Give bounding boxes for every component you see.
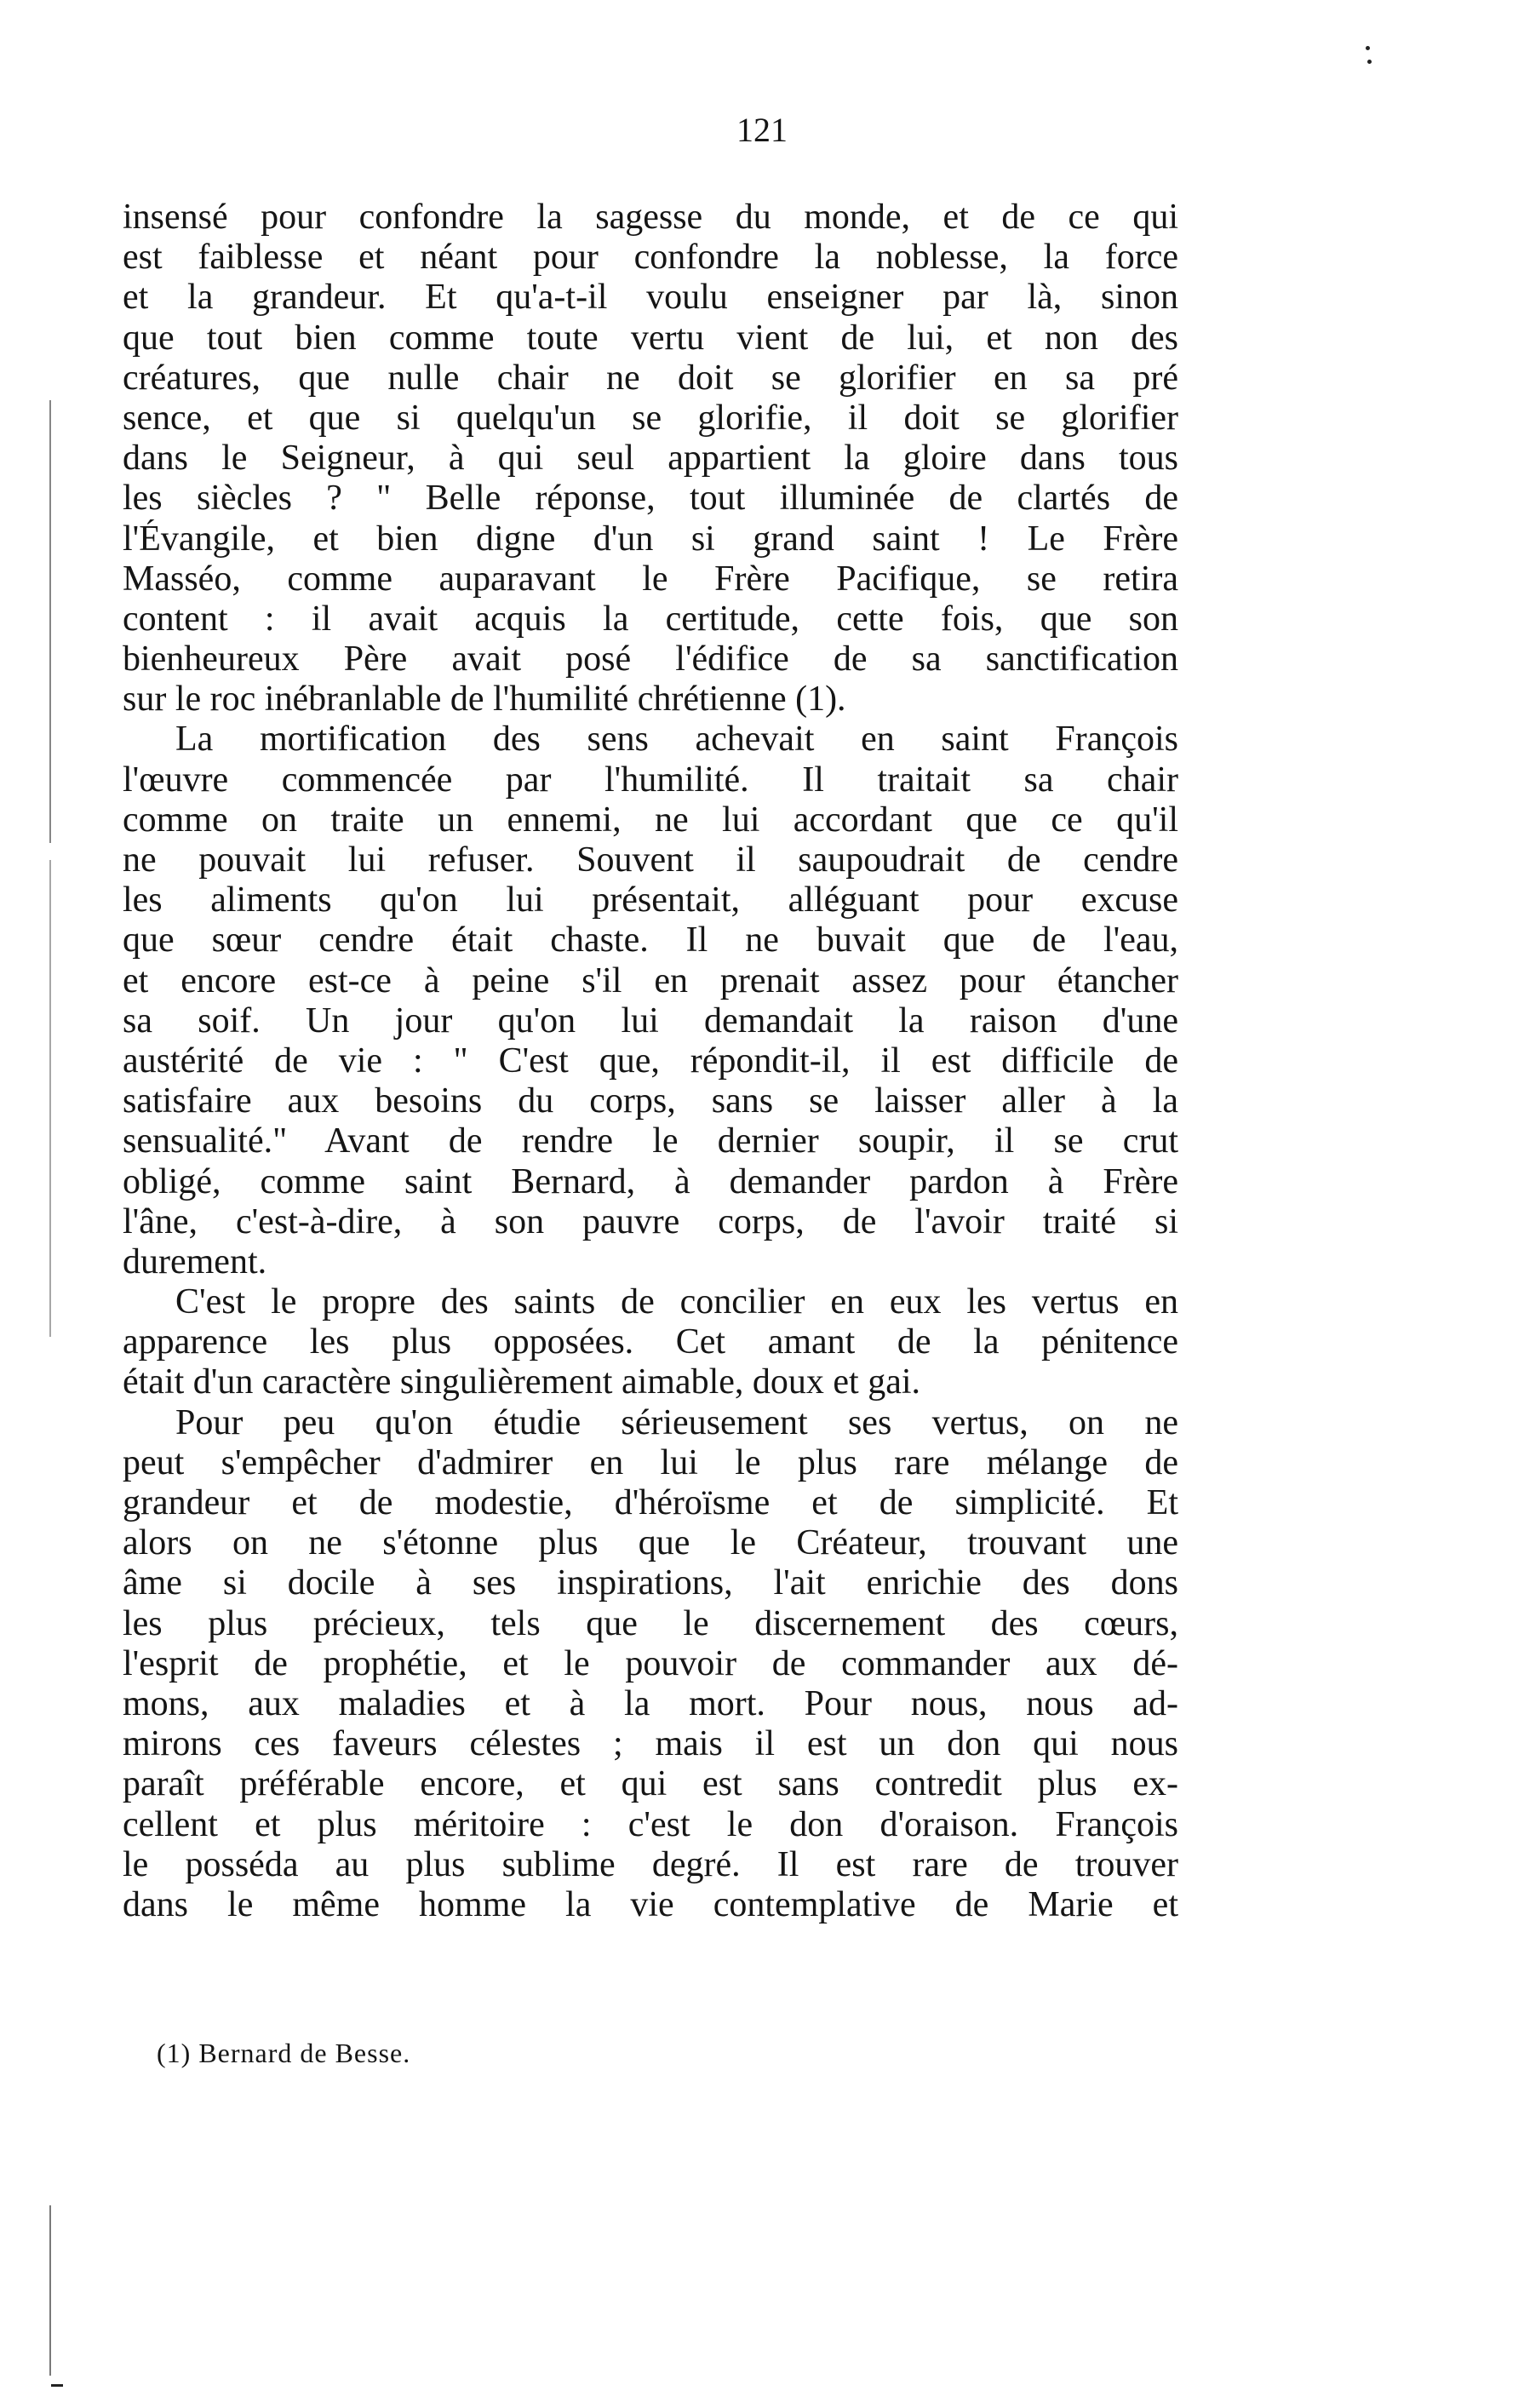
- page-number: 121: [736, 111, 788, 149]
- scan-speck: [51, 2384, 63, 2387]
- text-line: sur le roc inébranlable de l'humilité chrétienne (1).: [123, 679, 846, 720]
- text-line: créatures, que nulle chair ne doit se glorifier en sa pré: [123, 358, 1178, 398]
- text-line: dans le même homme la vie contemplative de Marie et: [123, 1884, 1178, 1924]
- text-line: Masséo, comme auparavant le Frère Pacifique, se retira: [123, 559, 1178, 599]
- text-line: que sœur cendre était chaste. Il ne buvait que de l'eau,: [123, 920, 1178, 960]
- text-line: est faiblesse et néant pour confondre la noblesse, la force: [123, 238, 1178, 278]
- text-line: les siècles ? " Belle réponse, tout illuminée de clartés de: [123, 479, 1178, 519]
- text-line: durement.: [123, 1241, 267, 1281]
- text-line: sensualité." Avant de rendre le dernier soupir, il se crut: [123, 1121, 1178, 1161]
- text-line: l'esprit de prophétie, et le pouvoir de commander aux dé-: [123, 1643, 1178, 1683]
- paragraph-start-line: La mortification des sens achevait en saint François: [175, 720, 1178, 760]
- paragraph-start-line: Pour peu qu'on étudie sérieusement ses vertus, on ne: [175, 1402, 1178, 1442]
- scan-speck: [1366, 46, 1370, 50]
- scan-speck: [1367, 60, 1372, 64]
- scan-edge-rule: [49, 400, 51, 843]
- text-line: comme on traite un ennemi, ne lui accordant que ce qu'il: [123, 800, 1178, 840]
- text-line: sence, et que si quelqu'un se glorifie, il doit se glorifier: [123, 398, 1178, 438]
- body-text: [123, 198, 1178, 1925]
- text-line: insensé pour confondre la sagesse du monde, et de ce qui: [123, 198, 1178, 237]
- text-line: sa soif. Un jour qu'on lui demandait la raison d'une: [123, 1000, 1178, 1041]
- text-line: ne pouvait lui refuser. Souvent il saupoudrait de cendre: [123, 840, 1178, 880]
- paragraph-start-line: C'est le propre des saints de concilier en eux les vertus en: [175, 1282, 1178, 1322]
- text-line: content : il avait acquis la certitude, cette fois, que son: [123, 599, 1178, 639]
- text-line: que tout bien comme toute vertu vient de lui, et non des: [123, 318, 1178, 358]
- text-line: satisfaire aux besoins du corps, sans se laisser aller à la: [123, 1081, 1178, 1121]
- text-line: l'âne, c'est-à-dire, à son pauvre corps, de l'avoir traité si: [123, 1201, 1178, 1241]
- text-line: bienheureux Père avait posé l'édifice de sa sanctification: [123, 639, 1178, 679]
- text-line: le posséda au plus sublime degré. Il est rare de trouver: [123, 1844, 1178, 1884]
- text-line: mons, aux maladies et à la mort. Pour nous, nous ad-: [123, 1683, 1178, 1723]
- text-line: et la grandeur. Et qu'a-t-il voulu enseigner par là, sinon: [123, 278, 1178, 318]
- text-line: cellent et plus méritoire : c'est le don d'oraison. François: [123, 1804, 1178, 1844]
- text-line: paraît préférable encore, et qui est sans contredit plus ex-: [123, 1764, 1178, 1804]
- scan-edge-rule: [49, 2205, 51, 2376]
- text-line: grandeur et de modestie, d'héroïsme et de simplicité. Et: [123, 1483, 1178, 1522]
- text-line: alors on ne s'étonne plus que le Créateur, trouvant une: [123, 1523, 1178, 1563]
- text-line: dans le Seigneur, à qui seul appartient la gloire dans tous: [123, 439, 1178, 479]
- text-line: et encore est-ce à peine s'il en prenait assez pour étancher: [123, 960, 1178, 1000]
- scan-edge-rule: [49, 860, 51, 1337]
- text-line: l'Évangile, et bien digne d'un si grand saint ! Le Frère: [123, 519, 1178, 559]
- text-line: était d'un caractère singulièrement aimable, doux et gai.: [123, 1362, 921, 1402]
- text-line: mirons ces faveurs célestes ; mais il est un don qui nous: [123, 1724, 1178, 1764]
- text-line: austérité de vie : " C'est que, répondit-il, il est difficile de: [123, 1041, 1178, 1081]
- text-line: obligé, comme saint Bernard, à demander pardon à Frère: [123, 1161, 1178, 1201]
- footnote: (1) Bernard de Besse.: [157, 2038, 411, 2068]
- text-line: les plus précieux, tels que le discernement des cœurs,: [123, 1603, 1178, 1643]
- text-line: les aliments qu'on lui présentait, alléguant pour excuse: [123, 880, 1178, 920]
- text-line: peut s'empêcher d'admirer en lui le plus rare mélange de: [123, 1442, 1178, 1482]
- text-line: apparence les plus opposées. Cet amant de la pénitence: [123, 1322, 1178, 1362]
- text-line: l'œuvre commencée par l'humilité. Il traitait sa chair: [123, 760, 1178, 800]
- text-line: âme si docile à ses inspirations, l'ait enrichie des dons: [123, 1563, 1178, 1603]
